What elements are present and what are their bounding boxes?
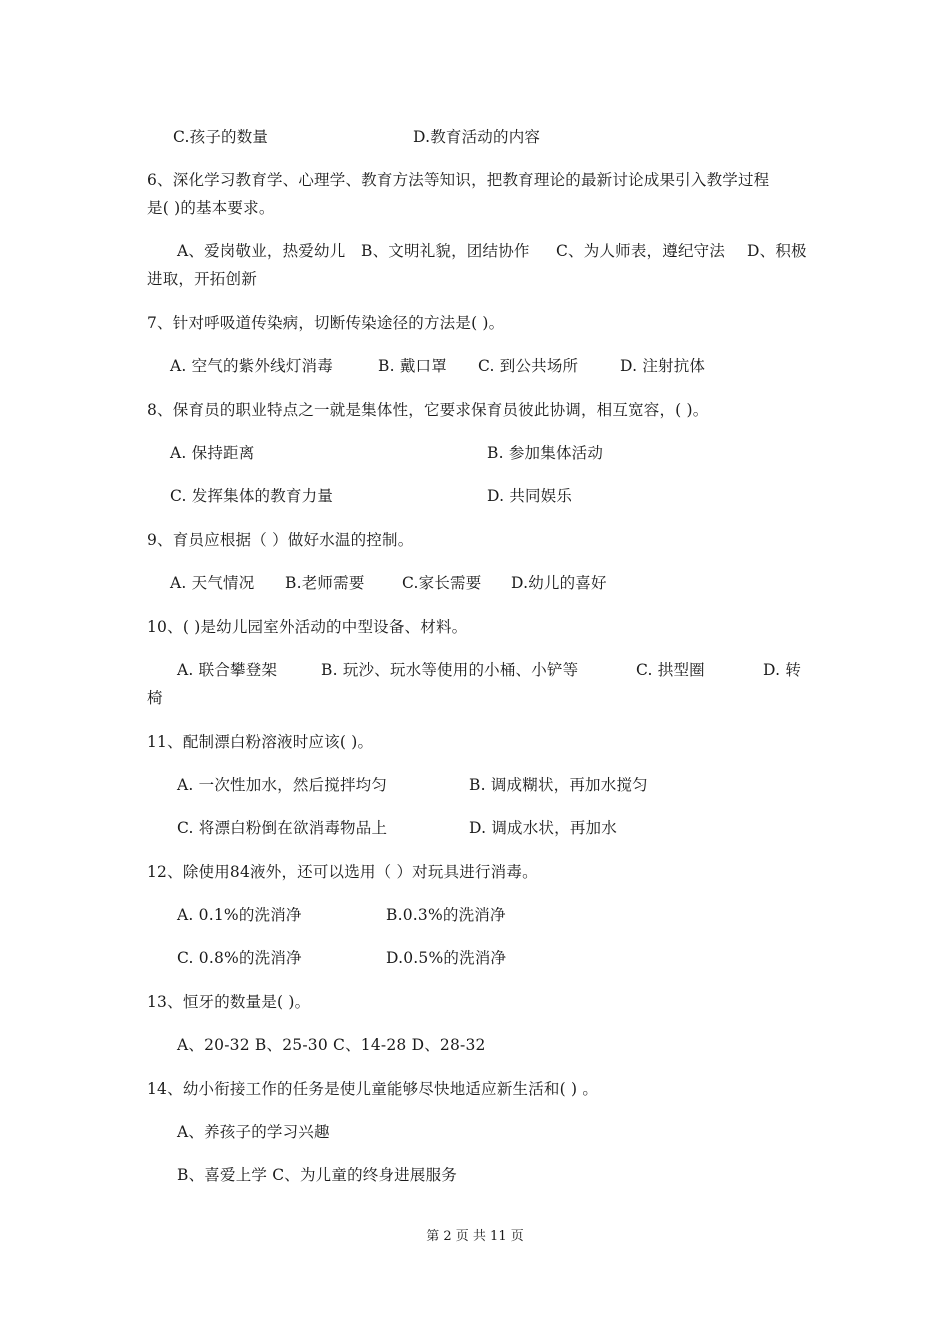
option-d-cont: 进取，开拓创新 <box>147 270 257 288</box>
question-7-text: 7、针对呼吸道传染病，切断传染途径的方法是( )。 <box>147 314 505 332</box>
option-a: A. 天气情况 <box>170 574 255 592</box>
option-d-cont: 椅 <box>147 689 163 707</box>
question-6-text: 6、深化学习教育学、心理学、教育方法等知识，把教育理论的最新讨论成果引入教学过程 <box>147 171 770 189</box>
option-b: B.老师需要 <box>285 574 365 592</box>
option-d: D. 共同娱乐 <box>487 487 573 505</box>
question-8-text: 8、保育员的职业特点之一就是集体性，它要求保育员彼此协调，相互宽容，( )。 <box>147 401 709 419</box>
option-b: B. 参加集体活动 <box>487 444 604 462</box>
option-d: D. 注射抗体 <box>620 357 706 375</box>
option-d: D.幼儿的喜好 <box>511 574 607 592</box>
question-9-text: 9、育员应根据（ ）做好水温的控制。 <box>147 531 414 549</box>
option-b: B. 戴口罩 <box>378 357 447 375</box>
option-b-c: B、喜爱上学 C、为儿童的终身进展服务 <box>177 1166 457 1184</box>
option-c: C. 到公共场所 <box>478 357 579 375</box>
option-a: A. 联合攀登架 <box>177 661 278 679</box>
option-b: B.0.3%的洗消净 <box>386 906 506 924</box>
question-13-text: 13、恒牙的数量是( )。 <box>147 993 311 1011</box>
question-12-text: 12、除使用84液外，还可以选用（ ）对玩具进行消毒。 <box>147 863 538 881</box>
option-a: A、养孩子的学习兴趣 <box>177 1123 330 1141</box>
option-a: A. 一次性加水，然后搅拌均匀 <box>177 776 388 794</box>
question-6-text-cont: 是( )的基本要求。 <box>147 199 275 217</box>
option-b: B. 玩沙、玩水等使用的小桶、小铲等 <box>321 661 579 679</box>
option-d: D. 转 <box>763 661 802 679</box>
option-d: D. 调成水状，再加水 <box>469 819 617 837</box>
question-11-text: 11、配制漂白粉溶液时应该( )。 <box>147 733 374 751</box>
option-a: A. 保持距离 <box>170 444 255 462</box>
option-a: A. 空气的紫外线灯消毒 <box>170 357 333 375</box>
question-10-text: 10、( )是幼儿园室外活动的中型设备、材料。 <box>147 618 468 636</box>
option-a: A、爱岗敬业，热爱幼儿 <box>177 242 346 260</box>
option-c: C.家长需要 <box>402 574 482 592</box>
option-a: A. 0.1%的洗消净 <box>177 906 302 924</box>
question-14-text: 14、幼小衔接工作的任务是使儿童能够尽快地适应新生活和( ) 。 <box>147 1080 599 1098</box>
option-d: D.教育活动的内容 <box>413 128 541 146</box>
option-b: B. 调成糊状，再加水搅匀 <box>469 776 648 794</box>
option-d: D、积极 <box>747 242 807 260</box>
option-c: C. 0.8%的洗消净 <box>177 949 302 967</box>
option-c: C. 拱型圈 <box>636 661 705 679</box>
option-c: C、为人师表，遵纪守法 <box>556 242 726 260</box>
option-c: C. 发挥集体的教育力量 <box>170 487 334 505</box>
option-b: B、文明礼貌，团结协作 <box>361 242 530 260</box>
page-number: 第 2 页 共 11 页 <box>426 1229 524 1244</box>
question-13-options: A、20-32 B、25-30 C、14-28 D、28-32 <box>177 1036 486 1054</box>
option-d: D.0.5%的洗消净 <box>386 949 507 967</box>
option-c: C. 将漂白粉倒在欲消毒物品上 <box>177 819 388 837</box>
option-c: C.孩子的数量 <box>173 128 269 146</box>
